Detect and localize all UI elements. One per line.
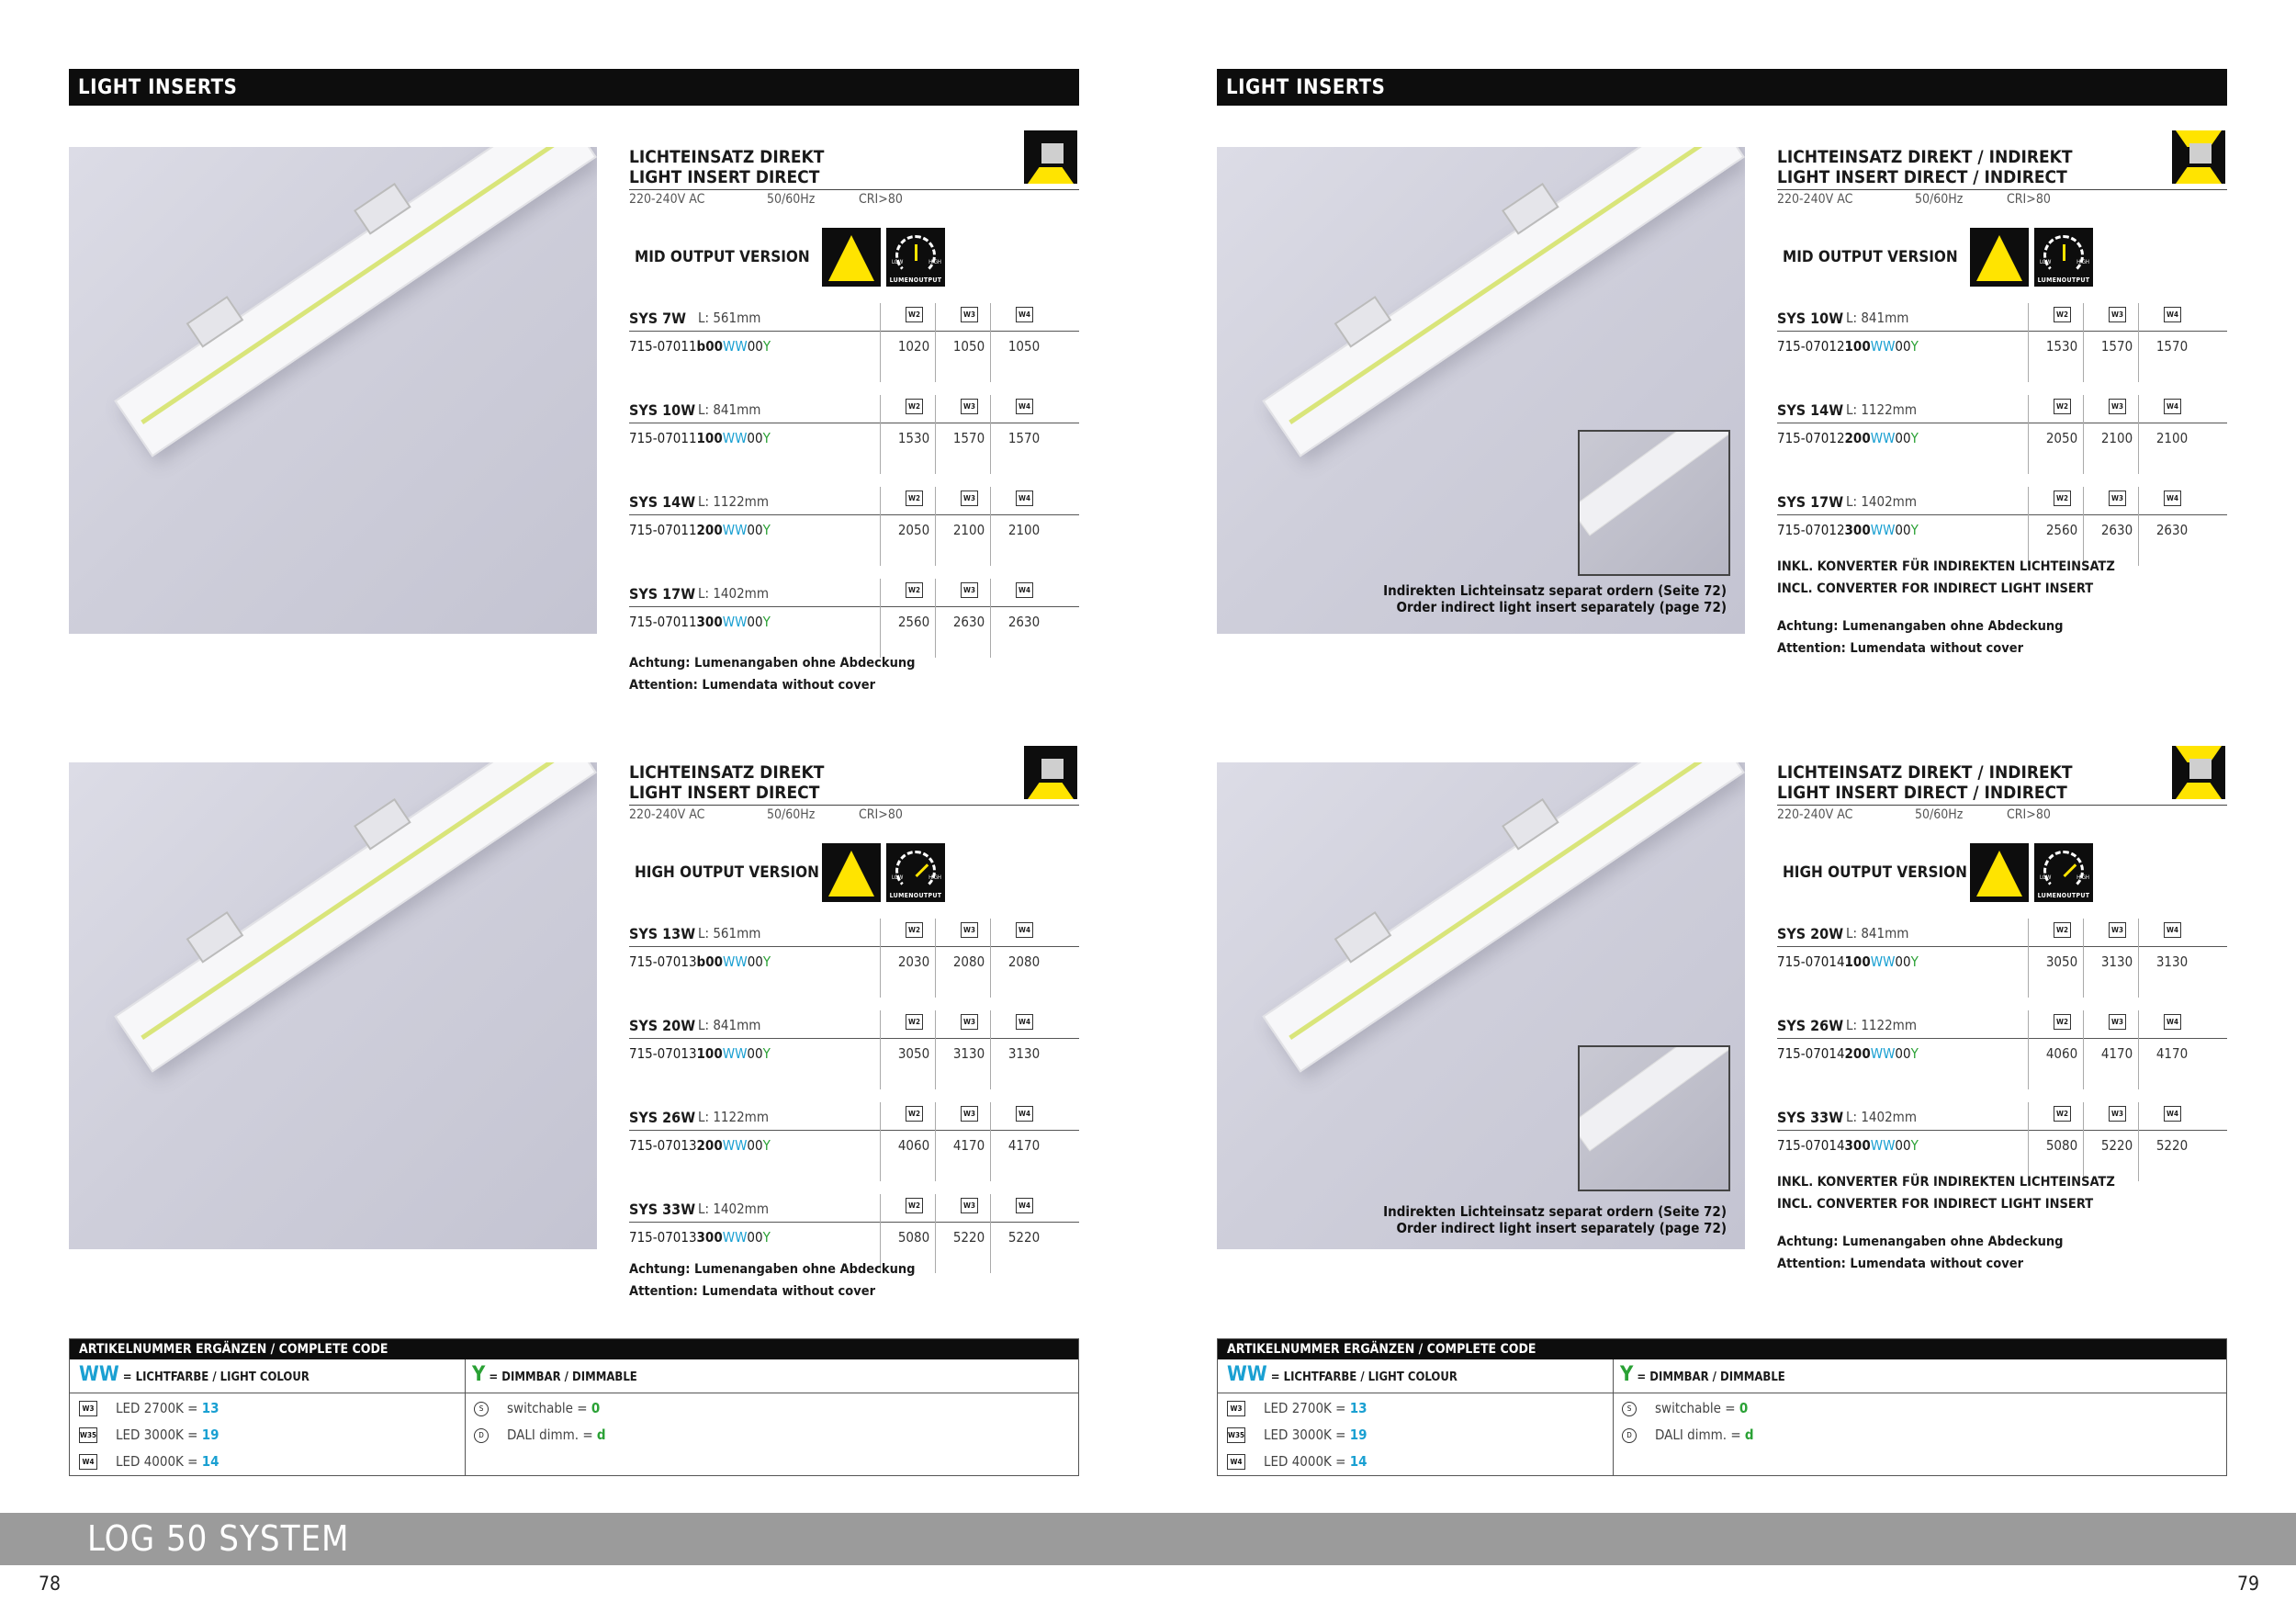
spec-cri: CRI>80 <box>859 807 903 822</box>
colour-badge-icon: W2 <box>2054 491 2071 506</box>
legend-y-desc: = DIMMBAR / DIMMABLE <box>1637 1370 1785 1384</box>
inset-photo <box>1578 430 1730 576</box>
article-code: 715-07013300WW00Y <box>629 1229 771 1246</box>
product-photo <box>69 147 597 634</box>
lumen-table <box>629 303 1079 671</box>
lumen-value: 2630 <box>2100 522 2133 538</box>
lumen-value: 4060 <box>897 1137 930 1154</box>
direct-indirect-light-icon <box>2172 746 2225 799</box>
lumen-value: 2630 <box>952 614 985 630</box>
colour-badge-icon: W2 <box>2054 399 2071 414</box>
code-legend <box>1217 1338 2227 1476</box>
title-en: LIGHT INSERT DIRECT / INDIRECT <box>1777 167 2067 187</box>
lumen-value: 1570 <box>952 430 985 446</box>
colour-badge-icon: W2 <box>906 399 923 414</box>
system-length: L: 1402mm <box>1846 493 1917 510</box>
colour-badge-icon: W4 <box>1016 399 1033 414</box>
lumen-value: 1570 <box>2155 338 2189 355</box>
system-length: L: 1122mm <box>1846 1017 1917 1033</box>
lumen-table <box>629 919 1079 1286</box>
lumen-value: 3130 <box>952 1045 985 1062</box>
colour-badge-icon: W2 <box>906 1198 923 1213</box>
table-row-group <box>629 303 1079 395</box>
output-triangle-icon <box>1970 228 2029 287</box>
system-wattage: SYS 33W <box>629 1201 696 1218</box>
colour-badge-icon: W3 <box>2109 307 2126 322</box>
lumen-value: 2100 <box>952 522 985 538</box>
lumen-value: 2560 <box>897 614 930 630</box>
table-row-group <box>1777 919 2227 1010</box>
colour-badge-icon: W3 <box>961 922 978 938</box>
colour-badge-icon: W2 <box>906 922 923 938</box>
lumen-value: 2080 <box>1007 953 1041 970</box>
lumen-value: 5220 <box>2155 1137 2189 1154</box>
lumen-value: 3130 <box>2100 953 2133 970</box>
colour-badge-icon: W3 <box>2109 922 2126 938</box>
colour-badge-icon: W4 <box>79 1454 97 1470</box>
spec-freq: 50/60Hz <box>1915 807 1964 822</box>
article-code: 715-07013b00WW00Y <box>629 953 771 970</box>
product-photo <box>1217 147 1745 634</box>
spec-voltage: 220-240V AC <box>1777 807 1853 822</box>
system-wattage: SYS 20W <box>1777 925 1844 942</box>
product-direct-mid <box>69 147 1079 698</box>
lumen-value: 1050 <box>952 338 985 355</box>
colour-badge-icon: W2 <box>906 1014 923 1030</box>
legend-dimming-row: S switchable = 0 <box>474 1400 600 1416</box>
legend-dimming-row: D DALI dimm. = d <box>474 1427 606 1443</box>
title-en: LIGHT INSERT DIRECT <box>629 167 820 187</box>
converter-note: INKL. KONVERTER FÜR INDIREKTEN LICHTEINSATZ INCL. CONVERTER FOR INDIRECT LIGHT INSERT <box>1777 559 2115 596</box>
system-length: L: 841mm <box>1846 310 1909 326</box>
lumen-table <box>1777 303 2227 579</box>
colour-badge-icon: W4 <box>2164 922 2181 938</box>
colour-badge-icon: W35 <box>1227 1427 1245 1443</box>
lumen-value: 5220 <box>2100 1137 2133 1154</box>
article-code: 715-07012100WW00Y <box>1777 338 1919 355</box>
lumen-value: 2100 <box>2100 430 2133 446</box>
legend-colour-row: W35 LED 3000K = 19 <box>80 1427 219 1443</box>
legend-colour-row: W4 LED 4000K = 14 <box>1227 1453 1367 1470</box>
colour-badge-icon: W4 <box>1016 1014 1033 1030</box>
version-label: MID OUTPUT VERSION <box>635 248 810 266</box>
title-de: LICHTEINSATZ DIREKT / INDIREKT <box>1777 147 2073 167</box>
table-row-group <box>629 919 1079 1010</box>
system-length: L: 1402mm <box>1846 1109 1917 1125</box>
product-photo <box>1217 762 1745 1249</box>
lumen-value: 5220 <box>952 1229 985 1246</box>
spec-freq: 50/60Hz <box>767 807 816 822</box>
spec-cri: CRI>80 <box>2007 807 2051 822</box>
output-triangle-icon <box>822 228 881 287</box>
system-length: L: 1122mm <box>1846 401 1917 418</box>
title-de: LICHTEINSATZ DIREKT <box>629 762 825 783</box>
lumen-value: 3050 <box>897 1045 930 1062</box>
title-en: LIGHT INSERT DIRECT <box>629 783 820 803</box>
lumen-value: 2630 <box>2155 522 2189 538</box>
direct-light-icon <box>1024 746 1077 799</box>
lumen-value: 3050 <box>2045 953 2078 970</box>
colour-badge-icon: W4 <box>2164 491 2181 506</box>
system-length: L: 1122mm <box>698 493 769 510</box>
article-code: 715-07013100WW00Y <box>629 1045 771 1062</box>
colour-badge-icon: W3 <box>961 1198 978 1213</box>
lumen-value: 5080 <box>897 1229 930 1246</box>
product-photo <box>69 762 597 1249</box>
spec-freq: 50/60Hz <box>767 192 816 207</box>
lumen-value: 4170 <box>2100 1045 2133 1062</box>
article-code: 715-07011100WW00Y <box>629 430 771 446</box>
title-en: LIGHT INSERT DIRECT / INDIRECT <box>1777 783 2067 803</box>
legend-ww-desc: = LICHTFARBE / LIGHT COLOUR <box>122 1370 310 1384</box>
colour-badge-icon: W4 <box>1016 307 1033 322</box>
system-wattage: SYS 10W <box>629 401 696 419</box>
colour-badge-icon: W3 <box>961 582 978 598</box>
page-left <box>69 0 1079 1488</box>
lumen-value: 3130 <box>1007 1045 1041 1062</box>
lumen-value: 1050 <box>1007 338 1041 355</box>
system-wattage: SYS 10W <box>1777 310 1844 327</box>
lumen-value: 2050 <box>2045 430 2078 446</box>
direct-light-icon <box>1024 130 1077 184</box>
colour-badge-icon: W4 <box>2164 1014 2181 1030</box>
lumen-value: 5080 <box>2045 1137 2078 1154</box>
section-bar: LIGHT INSERTS <box>69 69 1079 106</box>
article-code: 715-07011300WW00Y <box>629 614 771 630</box>
product-direct-high <box>69 762 1079 1314</box>
lumen-value: 2630 <box>1007 614 1041 630</box>
legend-colour-row: W4 LED 4000K = 14 <box>79 1453 219 1470</box>
colour-badge-icon: W3 <box>961 491 978 506</box>
article-code: 715-07012200WW00Y <box>1777 430 1919 446</box>
lumen-value: 2080 <box>952 953 985 970</box>
article-code: 715-07012300WW00Y <box>1777 522 1919 538</box>
system-length: L: 841mm <box>698 401 761 418</box>
article-code: 715-07014300WW00Y <box>1777 1137 1919 1154</box>
note: Achtung: Lumenangaben ohne Abdeckung Attention: Lumendata without cover <box>1777 619 2064 656</box>
version-label: HIGH OUTPUT VERSION <box>635 863 819 882</box>
page-number-left: 78 <box>39 1573 62 1595</box>
spec-voltage: 220-240V AC <box>1777 192 1853 207</box>
colour-badge-icon: W2 <box>906 491 923 506</box>
inset-caption: Indirekten Lichteinsatz separat ordern (Seite 72) Order indirect light insert separately (page 72) <box>1383 582 1727 615</box>
article-code: 715-07011b00WW00Y <box>629 338 771 355</box>
colour-badge-icon: W3 <box>1227 1401 1245 1416</box>
lumen-meter-icon: LOW HIGH LUMENOUTPUT <box>2034 228 2093 287</box>
lumen-value: 2100 <box>2155 430 2189 446</box>
inset-photo <box>1578 1045 1730 1191</box>
legend-y: Y <box>1620 1363 1634 1386</box>
colour-badge-icon: W4 <box>2164 1106 2181 1122</box>
legend-ww-desc: = LICHTFARBE / LIGHT COLOUR <box>1270 1370 1458 1384</box>
dimming-badge-icon: D <box>474 1428 489 1443</box>
inset-caption: Indirekten Lichteinsatz separat ordern (Seite 72) Order indirect light insert separately (page 72) <box>1383 1203 1727 1236</box>
colour-badge-icon: W4 <box>2164 307 2181 322</box>
brand-title: LOG 50 SYSTEM <box>87 1518 350 1559</box>
article-code: 715-07013200WW00Y <box>629 1137 771 1154</box>
legend-dimming-row: D DALI dimm. = d <box>1622 1427 1754 1443</box>
lumen-value: 1570 <box>2100 338 2133 355</box>
dimming-badge-icon: S <box>1622 1402 1637 1416</box>
section-bar: LIGHT INSERTS <box>1217 69 2227 106</box>
legend-header: ARTIKELNUMMER ERGÄNZEN / COMPLETE CODE <box>1218 1339 2226 1359</box>
lumen-value: 4170 <box>2155 1045 2189 1062</box>
colour-badge-icon: W35 <box>79 1427 97 1443</box>
colour-badge-icon: W3 <box>961 399 978 414</box>
output-triangle-icon <box>1970 843 2029 902</box>
legend-header: ARTIKELNUMMER ERGÄNZEN / COMPLETE CODE <box>70 1339 1078 1359</box>
lumen-value: 1530 <box>897 430 930 446</box>
lumen-value: 2050 <box>897 522 930 538</box>
system-length: L: 1122mm <box>698 1109 769 1125</box>
table-row-group <box>629 395 1079 487</box>
legend-ww: WW <box>1227 1363 1267 1386</box>
legend-y: Y <box>472 1363 486 1386</box>
table-row-group <box>1777 1010 2227 1102</box>
legend-colour-row: W3 LED 2700K = 13 <box>79 1400 219 1416</box>
system-length: L: 841mm <box>698 1017 761 1033</box>
article-code: 715-07014200WW00Y <box>1777 1045 1919 1062</box>
lumen-value: 4170 <box>952 1137 985 1154</box>
system-wattage: SYS 17W <box>1777 493 1844 511</box>
system-length: L: 841mm <box>1846 925 1909 942</box>
output-triangle-icon <box>822 843 881 902</box>
lumen-value: 2560 <box>2045 522 2078 538</box>
legend-colour-row: W35 LED 3000K = 19 <box>1228 1427 1367 1443</box>
table-row-group <box>1777 303 2227 395</box>
colour-badge-icon: W3 <box>961 1014 978 1030</box>
table-row-group <box>629 1102 1079 1194</box>
colour-badge-icon: W3 <box>79 1401 97 1416</box>
article-code: 715-07014100WW00Y <box>1777 953 1919 970</box>
system-length: L: 1402mm <box>698 1201 769 1217</box>
lumen-value: 2100 <box>1007 522 1041 538</box>
colour-badge-icon: W4 <box>1016 491 1033 506</box>
system-wattage: SYS 14W <box>1777 401 1844 419</box>
lumen-meter-icon: LOW HIGH LUMENOUTPUT <box>2034 843 2093 902</box>
colour-badge-icon: W2 <box>906 1106 923 1122</box>
version-label: HIGH OUTPUT VERSION <box>1783 863 1967 882</box>
lumen-value: 1570 <box>1007 430 1041 446</box>
table-row-group <box>629 1010 1079 1102</box>
colour-badge-icon: W2 <box>906 307 923 322</box>
lumen-value: 3130 <box>2155 953 2189 970</box>
colour-badge-icon: W4 <box>1016 1106 1033 1122</box>
note: Achtung: Lumenangaben ohne Abdeckung Attention: Lumendata without cover <box>629 656 916 693</box>
legend-colour-row: W3 LED 2700K = 13 <box>1227 1400 1367 1416</box>
page-number-right: 79 <box>2236 1573 2259 1595</box>
legend-dimming-row: S switchable = 0 <box>1622 1400 1748 1416</box>
colour-badge-icon: W4 <box>1016 1198 1033 1213</box>
lumen-table <box>1777 919 2227 1194</box>
colour-badge-icon: W4 <box>2164 399 2181 414</box>
system-wattage: SYS 13W <box>629 925 696 942</box>
system-length: L: 1402mm <box>698 585 769 602</box>
dimming-badge-icon: D <box>1622 1428 1637 1443</box>
spec-voltage: 220-240V AC <box>629 192 705 207</box>
spec-freq: 50/60Hz <box>1915 192 1964 207</box>
legend-y-desc: = DIMMBAR / DIMMABLE <box>489 1370 637 1384</box>
system-wattage: SYS 7W <box>629 310 687 327</box>
colour-badge-icon: W3 <box>961 307 978 322</box>
title-de: LICHTEINSATZ DIREKT <box>629 147 825 167</box>
colour-badge-icon: W2 <box>2054 1014 2071 1030</box>
colour-badge-icon: W4 <box>1016 922 1033 938</box>
spec-voltage: 220-240V AC <box>629 807 705 822</box>
colour-badge-icon: W4 <box>1227 1454 1245 1470</box>
system-wattage: SYS 26W <box>1777 1017 1844 1034</box>
code-legend <box>69 1338 1079 1476</box>
system-wattage: SYS 14W <box>629 493 696 511</box>
system-wattage: SYS 20W <box>629 1017 696 1034</box>
lumen-value: 1020 <box>897 338 930 355</box>
lumen-value: 2030 <box>897 953 930 970</box>
lumen-value: 1530 <box>2045 338 2078 355</box>
system-length: L: 561mm <box>698 310 761 326</box>
lumen-value: 4060 <box>2045 1045 2078 1062</box>
title-de: LICHTEINSATZ DIREKT / INDIREKT <box>1777 762 2073 783</box>
converter-note: INKL. KONVERTER FÜR INDIREKTEN LICHTEINSATZ INCL. CONVERTER FOR INDIRECT LIGHT INSERT <box>1777 1175 2115 1212</box>
colour-badge-icon: W2 <box>2054 307 2071 322</box>
spec-cri: CRI>80 <box>859 192 903 207</box>
colour-badge-icon: W3 <box>2109 1106 2126 1122</box>
lumen-meter-icon: LOW HIGH LUMENOUTPUT <box>886 228 945 287</box>
article-code: 715-07011200WW00Y <box>629 522 771 538</box>
colour-badge-icon: W3 <box>2109 399 2126 414</box>
direct-indirect-light-icon <box>2172 130 2225 184</box>
legend-ww: WW <box>79 1363 119 1386</box>
product-indirect-mid <box>1217 147 2227 698</box>
colour-badge-icon: W2 <box>2054 922 2071 938</box>
product-indirect-high <box>1217 762 2227 1314</box>
colour-badge-icon: W3 <box>961 1106 978 1122</box>
system-wattage: SYS 33W <box>1777 1109 1844 1126</box>
lumen-meter-icon: LOW HIGH LUMENOUTPUT <box>886 843 945 902</box>
colour-badge-icon: W3 <box>2109 1014 2126 1030</box>
lumen-value: 4170 <box>1007 1137 1041 1154</box>
note: Achtung: Lumenangaben ohne Abdeckung Attention: Lumendata without cover <box>629 1262 916 1299</box>
system-length: L: 561mm <box>698 925 761 942</box>
colour-badge-icon: W3 <box>2109 491 2126 506</box>
spec-cri: CRI>80 <box>2007 192 2051 207</box>
version-label: MID OUTPUT VERSION <box>1783 248 1958 266</box>
colour-badge-icon: W2 <box>906 582 923 598</box>
dimming-badge-icon: S <box>474 1402 489 1416</box>
table-row-group <box>629 487 1079 579</box>
table-row-group <box>1777 395 2227 487</box>
system-wattage: SYS 26W <box>629 1109 696 1126</box>
lumen-value: 5220 <box>1007 1229 1041 1246</box>
page-right <box>1217 0 2227 1488</box>
footer-bar <box>0 1513 2296 1565</box>
system-wattage: SYS 17W <box>629 585 696 603</box>
colour-badge-icon: W2 <box>2054 1106 2071 1122</box>
colour-badge-icon: W4 <box>1016 582 1033 598</box>
note: Achtung: Lumenangaben ohne Abdeckung Attention: Lumendata without cover <box>1777 1235 2064 1271</box>
